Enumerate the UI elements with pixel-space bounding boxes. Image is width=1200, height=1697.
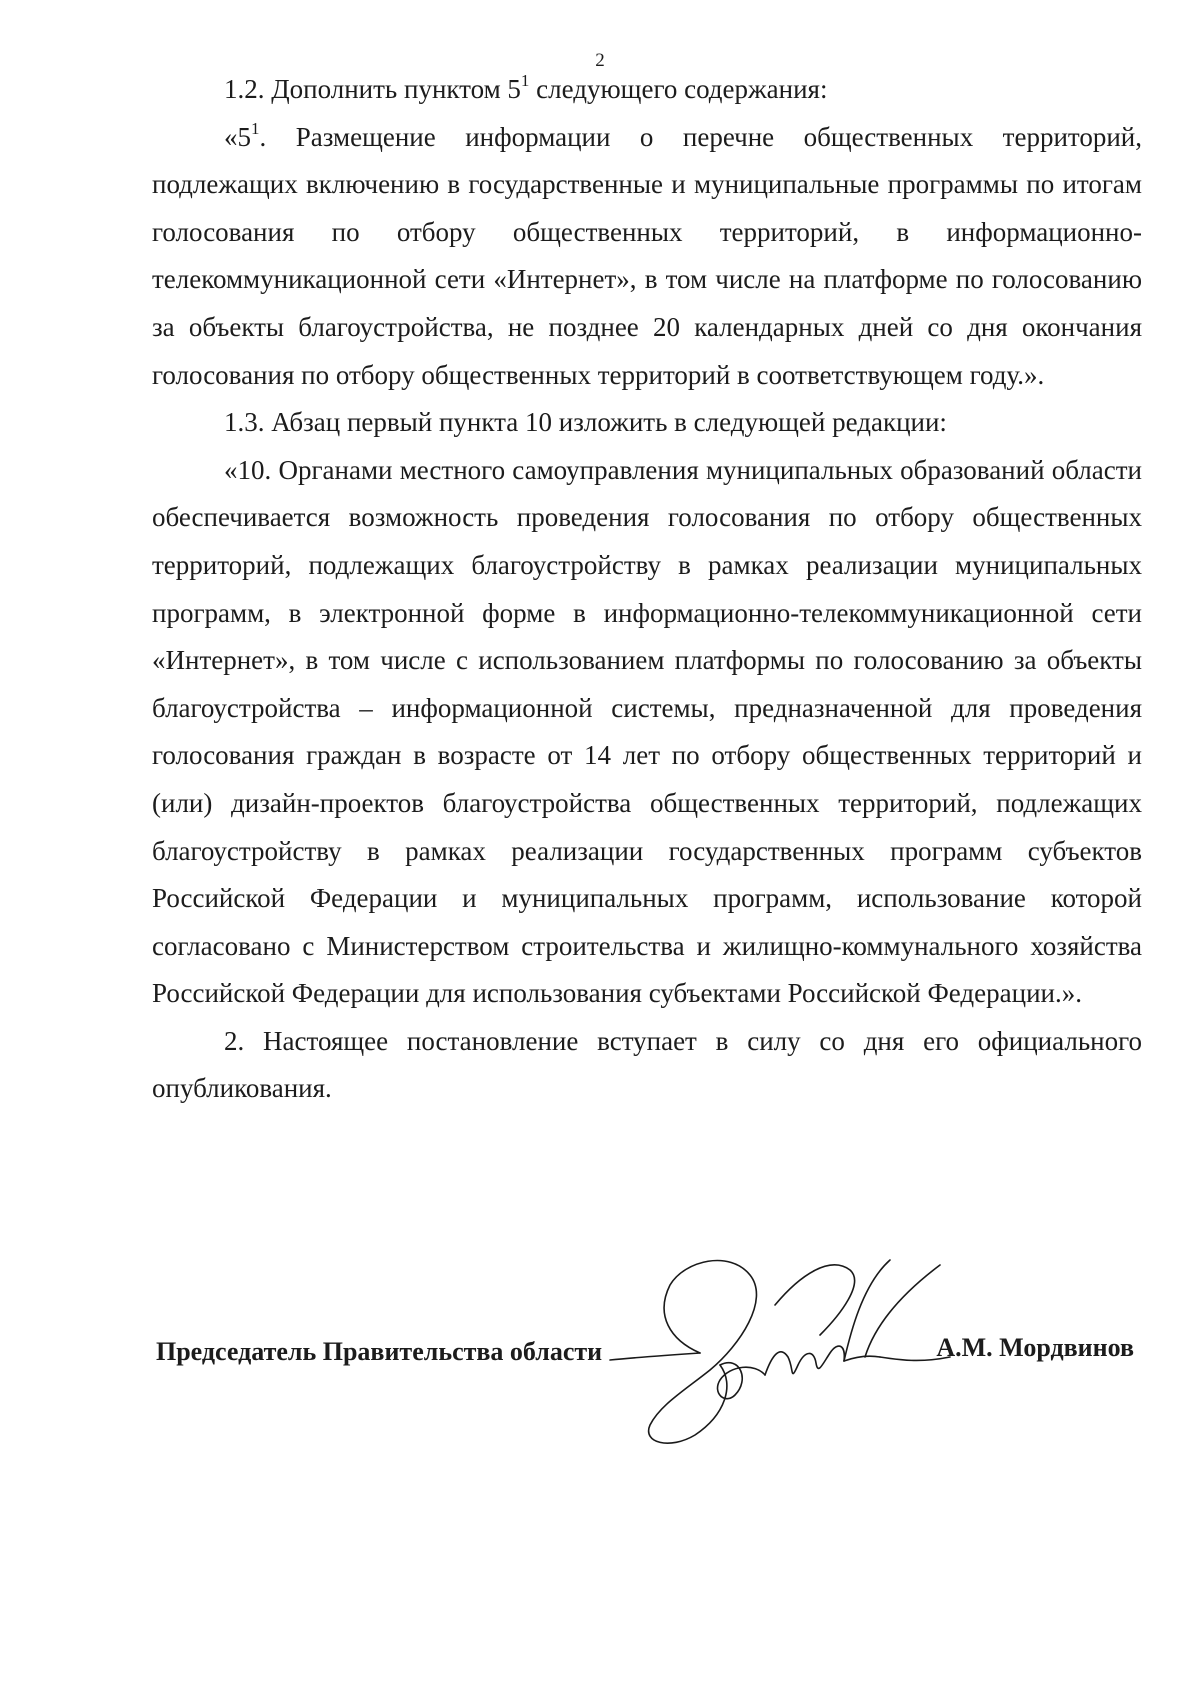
quote-5-1-tail: . Размещение информации о перечне общественных территорий, подлежащих включению в государственные и муниципальные программы по итогам голосования по отбору общественных территорий, в информационно-телекоммуникационной сети «Интернет», в том числе на платформе по голосованию за объекты благоустройства, не позднее 20 календарных дней со дня окончания голосования по отбору общественных территорий в соответствующем году.». <box>152 121 1142 390</box>
item-2: 2. Настоящее постановление вступает в силу со дня его официального опубликования. <box>152 1025 1142 1104</box>
item-1-2-superscript: 1 <box>520 71 530 90</box>
item-1-3: 1.3. Абзац первый пункта 10 изложить в следующей редакции: <box>224 407 947 438</box>
signatory-name: А.М. Мордвинов <box>936 1333 1134 1362</box>
page-number: 2 <box>595 50 605 71</box>
quote-5-1 <box>152 114 1142 400</box>
quote-5-1-lead: «5 <box>224 121 251 152</box>
quote-10: «10. Органами местного самоуправления муниципальных образований области обеспечивается возможность проведения голосования по отбору общественных территорий, подлежащих благоустройству в рамках реализации муниципальных программ, в электронной форме в информационно-телекоммуникационной сети «Интернет», в том числе с использованием платформы по голосованию за объекты благоустройства – информационной системы, предназначенной для проведения голосования граждан в возрасте от 14 лет по отбору общественных территорий и (или) дизайн-проектов благоустройства общественных территорий, подлежащих благоустройству в рамках реализации государственных программ субъектов Российской Федерации и муниципальных программ, использование которой согласовано с Министерством строительства и жилищно-коммунального хозяйства Российской Федерации для использования субъектами Российской Федерации.». <box>152 454 1142 1009</box>
document-body <box>152 66 1142 1113</box>
handwritten-signature <box>600 1245 960 1465</box>
quote-5-1-superscript: 1 <box>251 118 260 138</box>
item-1-2-lead: 1.2. Дополнить пунктом 5 <box>224 74 521 104</box>
item-1-2-tail: следующего содержания: <box>529 74 828 104</box>
item-1-2 <box>152 66 1142 114</box>
signatory-position: Председатель Правительства области <box>156 1337 603 1366</box>
